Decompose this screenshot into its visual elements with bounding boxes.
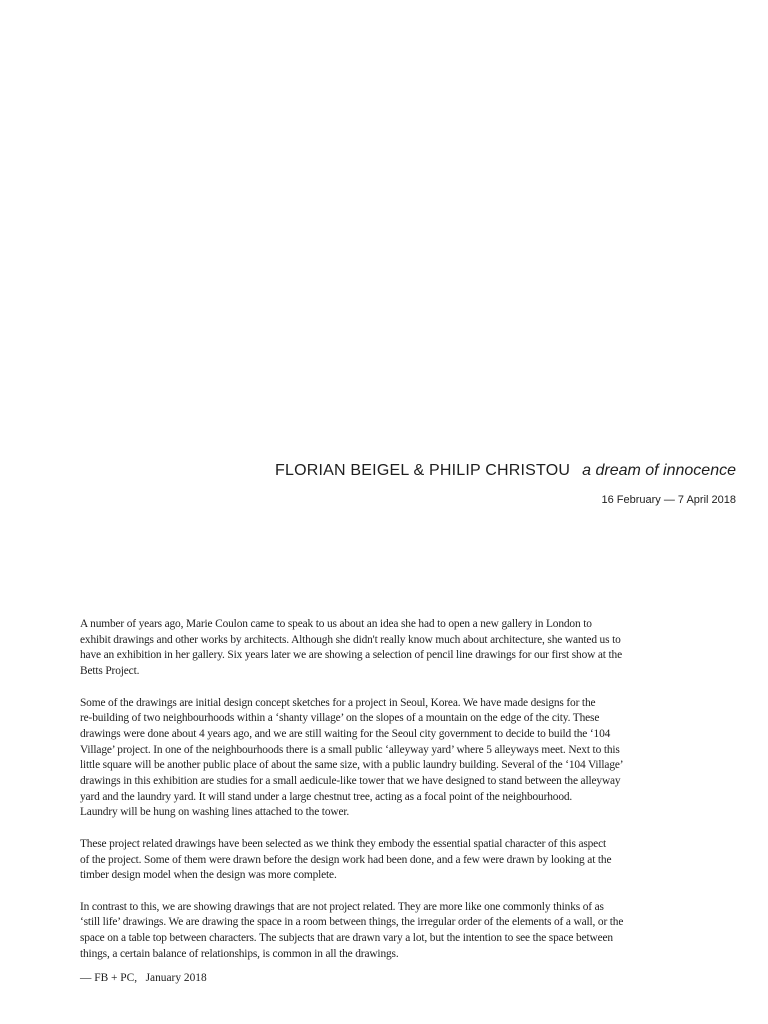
paragraph-3: These project related drawings have been selected as we think they embody the essential spatial character of this aspect of the project. Some of them were drawn before the design work had been done, and a few were drawn by looking at the timber design model when the design was more complete.: [80, 837, 612, 882]
paragraph-2: Some of the drawings are initial design concept sketches for a project in Seoul, Korea. We have made designs for the re-building of two neighbourhoods within a ‘shanty village’ on the slopes of a mountain on the edge of the city. These drawings were done about 4 years ago, and we are still waiting for the Seoul city government to decide to build the ‘104 Village’ project. In one of the neighbourhoods there is a small public ‘alleyway yard’ where 5 alleyways meet. Next to this little square will be another public place of about the same size, with a public laundry building. Several of the ‘104 Village’ drawings in this exhibition are studies for a small aedicule-like tower that we have designed to stand between the alleyway yard and the laundry yard. It will stand under a large chestnut tree, acting as a focal point of the neighbourhood. Laundry will be hung on washing lines attached to the tower.: [80, 696, 624, 819]
exhibition-title-line: [275, 462, 736, 480]
signature: — FB + PC, January 2018: [80, 972, 207, 984]
paragraph-1: A number of years ago, Marie Coulon came to speak to us about an idea she had to open a new gallery in London to exhibit drawings and other works by architects. Although she didn't really know much about architecture, she wanted us to have an exhibition in her gallery. Six years later we are showing a selection of pencil line drawings for our first show at the Betts Project.: [80, 618, 622, 678]
paragraph-4: In contrast to this, we are showing drawings that are not project related. They are more like one commonly thinks of as ‘still life’ drawings. We are drawing the space in a room between things, the irregular order of the elements of a wall, or the space on a table top between characters. The subjects that are drawn vary a lot, but the intention to see the space between things, a certain balance of relationships, is common in all the drawings.: [80, 900, 624, 960]
exhibition-dates: 16 February — 7 April 2018: [601, 494, 736, 506]
exhibition-text: [80, 617, 720, 978]
show-title: a dream of innocence: [582, 462, 736, 479]
artists-name: FLORIAN BEIGEL & PHILIP CHRISTOU: [275, 462, 571, 479]
